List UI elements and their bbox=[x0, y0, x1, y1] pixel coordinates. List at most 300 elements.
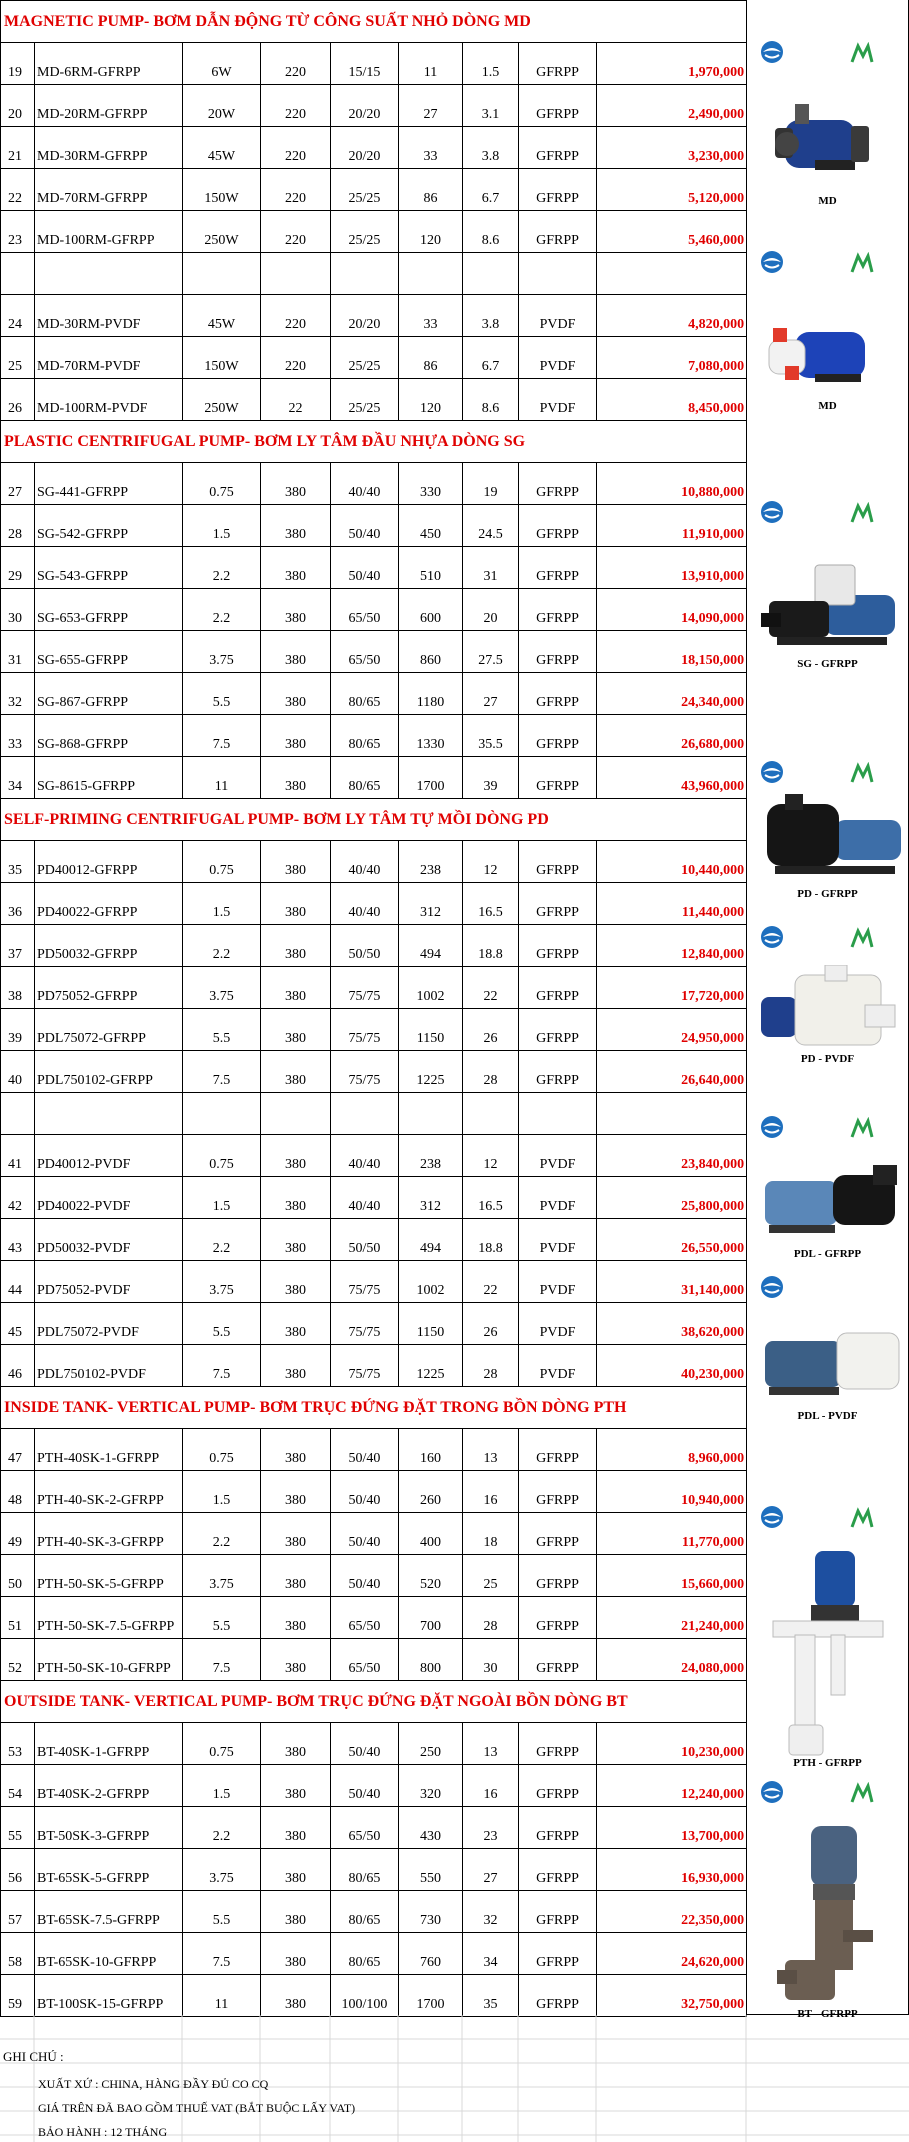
material-cell: GFRPP bbox=[519, 967, 597, 1009]
material-cell: GFRPP bbox=[519, 1051, 597, 1093]
flow-cell bbox=[399, 1093, 463, 1135]
table-row bbox=[1, 211, 747, 253]
price-cell: 7,080,000 bbox=[597, 337, 747, 379]
flow-cell: 550 bbox=[399, 1849, 463, 1891]
power-cell: 5.5 bbox=[183, 1891, 261, 1933]
voltage-cell: 380 bbox=[261, 883, 331, 925]
head-cell: 30 bbox=[463, 1639, 519, 1681]
material-cell: PVDF bbox=[519, 1219, 597, 1261]
flow-cell: 160 bbox=[399, 1429, 463, 1471]
head-cell: 22 bbox=[463, 1261, 519, 1303]
model-cell: PD40012-PVDF bbox=[35, 1135, 183, 1177]
model-cell: PD50032-GFRPP bbox=[35, 925, 183, 967]
maro-logo-icon bbox=[850, 927, 902, 951]
model-cell: MD-30RM-PVDF bbox=[35, 295, 183, 337]
head-cell: 18.8 bbox=[463, 1219, 519, 1261]
price-cell: 8,450,000 bbox=[597, 379, 747, 421]
power-cell: 2.2 bbox=[183, 589, 261, 631]
section-heading: OUTSIDE TANK- VERTICAL PUMP- BƠM TRỤC ĐỨNG ĐẶT NGOÀI BỒN DÒNG BT bbox=[1, 1681, 747, 1723]
price-cell bbox=[597, 1093, 747, 1135]
voltage-cell: 380 bbox=[261, 1807, 331, 1849]
power-cell: 2.2 bbox=[183, 1513, 261, 1555]
section-heading-row bbox=[1, 1681, 747, 1723]
note-vat: GIÁ TRÊN ĐÃ BAO GỒM THUẾ VAT (BẮT BUỘC LẤY VAT) bbox=[38, 2101, 356, 2115]
row-number: 25 bbox=[1, 337, 35, 379]
model-cell: PTH-50-SK-5-GFRPP bbox=[35, 1555, 183, 1597]
head-cell: 26 bbox=[463, 1009, 519, 1051]
port-cell: 20/20 bbox=[331, 295, 399, 337]
flow-cell: 494 bbox=[399, 925, 463, 967]
row-number: 41 bbox=[1, 1135, 35, 1177]
price-cell: 26,640,000 bbox=[597, 1051, 747, 1093]
model-cell: PD75052-GFRPP bbox=[35, 967, 183, 1009]
voltage-cell: 380 bbox=[261, 1597, 331, 1639]
power-cell: 3.75 bbox=[183, 631, 261, 673]
row-number: 34 bbox=[1, 757, 35, 799]
power-cell: 0.75 bbox=[183, 1135, 261, 1177]
product-image bbox=[747, 1505, 908, 1777]
voltage-cell: 220 bbox=[261, 85, 331, 127]
product-image bbox=[747, 1115, 908, 1268]
model-cell: PTH-50-SK-10-GFRPP bbox=[35, 1639, 183, 1681]
power-cell: 11 bbox=[183, 757, 261, 799]
power-cell: 0.75 bbox=[183, 463, 261, 505]
model-cell: SG-655-GFRPP bbox=[35, 631, 183, 673]
price-cell: 2,490,000 bbox=[597, 85, 747, 127]
port-cell: 40/40 bbox=[331, 463, 399, 505]
voltage-cell: 380 bbox=[261, 631, 331, 673]
head-cell bbox=[463, 1093, 519, 1135]
price-cell: 5,460,000 bbox=[597, 211, 747, 253]
tht-logo-icon bbox=[757, 1780, 787, 1814]
price-cell: 12,240,000 bbox=[597, 1765, 747, 1807]
section-heading-row bbox=[1, 799, 747, 841]
row-number: 40 bbox=[1, 1051, 35, 1093]
product-image bbox=[747, 250, 908, 420]
head-cell: 25 bbox=[463, 1555, 519, 1597]
flow-cell: 700 bbox=[399, 1597, 463, 1639]
material-cell: GFRPP bbox=[519, 463, 597, 505]
model-cell bbox=[35, 253, 183, 295]
price-cell: 16,930,000 bbox=[597, 1849, 747, 1891]
flow-cell: 250 bbox=[399, 1723, 463, 1765]
table-row bbox=[1, 631, 747, 673]
flow-cell: 400 bbox=[399, 1513, 463, 1555]
flow-cell: 494 bbox=[399, 1219, 463, 1261]
port-cell: 65/50 bbox=[331, 1807, 399, 1849]
maro-logo-icon bbox=[850, 502, 902, 526]
flow-cell: 520 bbox=[399, 1555, 463, 1597]
notes-title: GHI CHÚ : bbox=[3, 2049, 64, 2064]
pump-illustration bbox=[755, 790, 905, 886]
model-cell: BT-40SK-2-GFRPP bbox=[35, 1765, 183, 1807]
table-row bbox=[1, 1933, 747, 1975]
row-number: 24 bbox=[1, 295, 35, 337]
port-cell: 40/40 bbox=[331, 1177, 399, 1219]
price-cell: 11,440,000 bbox=[597, 883, 747, 925]
table-row bbox=[1, 1555, 747, 1597]
price-cell: 23,840,000 bbox=[597, 1135, 747, 1177]
voltage-cell: 380 bbox=[261, 1429, 331, 1471]
model-cell: PDL75072-GFRPP bbox=[35, 1009, 183, 1051]
head-cell: 27 bbox=[463, 673, 519, 715]
port-cell: 50/50 bbox=[331, 1219, 399, 1261]
port-cell: 50/40 bbox=[331, 1471, 399, 1513]
row-number: 29 bbox=[1, 547, 35, 589]
head-cell: 39 bbox=[463, 757, 519, 799]
flow-cell: 1002 bbox=[399, 967, 463, 1009]
note-origin: XUẤT XỨ : CHINA, HÀNG ĐẦY ĐỦ CO CQ bbox=[38, 2077, 269, 2091]
power-cell: 3.75 bbox=[183, 967, 261, 1009]
voltage-cell: 380 bbox=[261, 1849, 331, 1891]
port-cell: 50/40 bbox=[331, 547, 399, 589]
port-cell: 75/75 bbox=[331, 1009, 399, 1051]
flow-cell: 800 bbox=[399, 1639, 463, 1681]
material-cell: GFRPP bbox=[519, 631, 597, 673]
pump-illustration bbox=[755, 555, 905, 655]
material-cell: GFRPP bbox=[519, 169, 597, 211]
power-cell: 150W bbox=[183, 169, 261, 211]
power-cell: 250W bbox=[183, 211, 261, 253]
flow-cell: 1330 bbox=[399, 715, 463, 757]
model-cell: PTH-50-SK-7.5-GFRPP bbox=[35, 1597, 183, 1639]
table-row bbox=[1, 1765, 747, 1807]
row-number: 20 bbox=[1, 85, 35, 127]
model-cell: MD-70RM-GFRPP bbox=[35, 169, 183, 211]
material-cell: GFRPP bbox=[519, 1555, 597, 1597]
row-number: 38 bbox=[1, 967, 35, 1009]
power-cell: 20W bbox=[183, 85, 261, 127]
flow-cell: 1150 bbox=[399, 1009, 463, 1051]
head-cell: 32 bbox=[463, 1891, 519, 1933]
price-cell: 25,800,000 bbox=[597, 1177, 747, 1219]
tht-logo-icon bbox=[757, 760, 787, 794]
port-cell: 80/65 bbox=[331, 715, 399, 757]
image-caption: BT - GFRPP bbox=[797, 2008, 858, 2020]
image-caption: PDL - PVDF bbox=[797, 1410, 858, 1422]
table-row bbox=[1, 1345, 747, 1387]
row-number: 58 bbox=[1, 1933, 35, 1975]
power-cell: 1.5 bbox=[183, 1765, 261, 1807]
flow-cell: 760 bbox=[399, 1933, 463, 1975]
material-cell: PVDF bbox=[519, 295, 597, 337]
row-number: 43 bbox=[1, 1219, 35, 1261]
port-cell: 50/40 bbox=[331, 1765, 399, 1807]
pump-illustration bbox=[755, 965, 905, 1051]
flow-cell: 238 bbox=[399, 1135, 463, 1177]
power-cell: 0.75 bbox=[183, 1429, 261, 1471]
product-image bbox=[747, 500, 908, 678]
table-row bbox=[1, 1009, 747, 1051]
power-cell: 0.75 bbox=[183, 1723, 261, 1765]
price-cell: 24,080,000 bbox=[597, 1639, 747, 1681]
table-row bbox=[1, 1723, 747, 1765]
head-cell: 13 bbox=[463, 1429, 519, 1471]
table-row bbox=[1, 1303, 747, 1345]
price-cell: 13,910,000 bbox=[597, 547, 747, 589]
port-cell: 65/50 bbox=[331, 1597, 399, 1639]
voltage-cell: 380 bbox=[261, 757, 331, 799]
model-cell: PTH-40SK-1-GFRPP bbox=[35, 1429, 183, 1471]
power-cell: 250W bbox=[183, 379, 261, 421]
power-cell: 3.75 bbox=[183, 1849, 261, 1891]
head-cell: 16.5 bbox=[463, 883, 519, 925]
price-cell: 12,840,000 bbox=[597, 925, 747, 967]
price-cell: 13,700,000 bbox=[597, 1807, 747, 1849]
voltage-cell: 220 bbox=[261, 295, 331, 337]
power-cell: 1.5 bbox=[183, 1471, 261, 1513]
port-cell: 65/50 bbox=[331, 631, 399, 673]
price-cell: 31,140,000 bbox=[597, 1261, 747, 1303]
product-image bbox=[747, 1275, 908, 1430]
price-cell: 26,680,000 bbox=[597, 715, 747, 757]
material-cell bbox=[519, 1093, 597, 1135]
price-cell bbox=[597, 253, 747, 295]
price-cell: 4,820,000 bbox=[597, 295, 747, 337]
image-caption: PTH - GFRPP bbox=[793, 1757, 862, 1769]
row-number: 23 bbox=[1, 211, 35, 253]
product-image bbox=[747, 925, 908, 1073]
flow-cell: 86 bbox=[399, 169, 463, 211]
table-row bbox=[1, 85, 747, 127]
image-caption: PD - GFRPP bbox=[797, 888, 858, 900]
power-cell: 7.5 bbox=[183, 1933, 261, 1975]
section-heading: SELF-PRIMING CENTRIFUGAL PUMP- BƠM LY TÂM TỰ MỒI DÒNG PD bbox=[1, 799, 747, 841]
voltage-cell: 380 bbox=[261, 1051, 331, 1093]
price-cell: 10,880,000 bbox=[597, 463, 747, 505]
model-cell: PDL75072-PVDF bbox=[35, 1303, 183, 1345]
table-row bbox=[1, 1051, 747, 1093]
power-cell: 7.5 bbox=[183, 1345, 261, 1387]
model-cell: SG-542-GFRPP bbox=[35, 505, 183, 547]
port-cell: 20/20 bbox=[331, 127, 399, 169]
material-cell: GFRPP bbox=[519, 127, 597, 169]
port-cell: 65/50 bbox=[331, 1639, 399, 1681]
product-image bbox=[747, 760, 908, 908]
material-cell: GFRPP bbox=[519, 1471, 597, 1513]
head-cell: 35 bbox=[463, 1975, 519, 2017]
row-number: 53 bbox=[1, 1723, 35, 1765]
material-cell: GFRPP bbox=[519, 1639, 597, 1681]
material-cell: GFRPP bbox=[519, 1009, 597, 1051]
head-cell: 3.8 bbox=[463, 295, 519, 337]
table-row bbox=[1, 1639, 747, 1681]
model-cell: MD-6RM-GFRPP bbox=[35, 43, 183, 85]
price-cell: 15,660,000 bbox=[597, 1555, 747, 1597]
maro-logo-icon bbox=[850, 252, 902, 276]
head-cell bbox=[463, 253, 519, 295]
port-cell: 80/65 bbox=[331, 673, 399, 715]
section-heading-row bbox=[1, 1, 747, 43]
port-cell: 40/40 bbox=[331, 841, 399, 883]
table-row bbox=[1, 925, 747, 967]
flow-cell: 33 bbox=[399, 127, 463, 169]
head-cell: 28 bbox=[463, 1345, 519, 1387]
tht-logo-icon bbox=[757, 1275, 787, 1309]
table-row bbox=[1, 1177, 747, 1219]
head-cell: 28 bbox=[463, 1597, 519, 1639]
flow-cell: 312 bbox=[399, 1177, 463, 1219]
model-cell: PD40022-PVDF bbox=[35, 1177, 183, 1219]
material-cell: GFRPP bbox=[519, 1849, 597, 1891]
table-row bbox=[1, 1135, 747, 1177]
power-cell: 1.5 bbox=[183, 505, 261, 547]
power-cell: 7.5 bbox=[183, 715, 261, 757]
voltage-cell: 220 bbox=[261, 337, 331, 379]
port-cell: 40/40 bbox=[331, 1135, 399, 1177]
voltage-cell: 380 bbox=[261, 1639, 331, 1681]
voltage-cell: 380 bbox=[261, 1345, 331, 1387]
power-cell bbox=[183, 1093, 261, 1135]
image-caption: MD bbox=[818, 400, 837, 412]
power-cell: 5.5 bbox=[183, 673, 261, 715]
row-number: 49 bbox=[1, 1513, 35, 1555]
material-cell: PVDF bbox=[519, 1177, 597, 1219]
flow-cell: 330 bbox=[399, 463, 463, 505]
row-number: 26 bbox=[1, 379, 35, 421]
table-row bbox=[1, 757, 747, 799]
row-number: 52 bbox=[1, 1639, 35, 1681]
material-cell: PVDF bbox=[519, 1135, 597, 1177]
price-cell: 5,120,000 bbox=[597, 169, 747, 211]
tht-logo-icon bbox=[757, 925, 787, 959]
port-cell: 15/15 bbox=[331, 43, 399, 85]
voltage-cell: 220 bbox=[261, 211, 331, 253]
price-cell: 8,960,000 bbox=[597, 1429, 747, 1471]
power-cell: 45W bbox=[183, 295, 261, 337]
port-cell: 20/20 bbox=[331, 85, 399, 127]
row-number: 37 bbox=[1, 925, 35, 967]
port-cell: 40/40 bbox=[331, 883, 399, 925]
row-number: 56 bbox=[1, 1849, 35, 1891]
material-cell: GFRPP bbox=[519, 1597, 597, 1639]
table-row bbox=[1, 1807, 747, 1849]
head-cell: 13 bbox=[463, 1723, 519, 1765]
model-cell: PD75052-PVDF bbox=[35, 1261, 183, 1303]
material-cell: GFRPP bbox=[519, 43, 597, 85]
model-cell: SG-8615-GFRPP bbox=[35, 757, 183, 799]
flow-cell: 1700 bbox=[399, 757, 463, 799]
model-cell: SG-543-GFRPP bbox=[35, 547, 183, 589]
voltage-cell: 380 bbox=[261, 1219, 331, 1261]
table-row bbox=[1, 883, 747, 925]
flow-cell: 730 bbox=[399, 1891, 463, 1933]
section-heading: INSIDE TANK- VERTICAL PUMP- BƠM TRỤC ĐỨNG ĐẶT TRONG BỒN DÒNG PTH bbox=[1, 1387, 747, 1429]
material-cell: PVDF bbox=[519, 379, 597, 421]
price-cell: 22,350,000 bbox=[597, 1891, 747, 1933]
material-cell: GFRPP bbox=[519, 1891, 597, 1933]
model-cell bbox=[35, 1093, 183, 1135]
model-cell: PD40022-GFRPP bbox=[35, 883, 183, 925]
power-cell: 6W bbox=[183, 43, 261, 85]
material-cell: GFRPP bbox=[519, 1723, 597, 1765]
model-cell: BT-100SK-15-GFRPP bbox=[35, 1975, 183, 2017]
flow-cell: 1700 bbox=[399, 1975, 463, 2017]
voltage-cell: 380 bbox=[261, 1261, 331, 1303]
model-cell: BT-65SK-7.5-GFRPP bbox=[35, 1891, 183, 1933]
flow-cell: 260 bbox=[399, 1471, 463, 1513]
port-cell: 25/25 bbox=[331, 169, 399, 211]
flow-cell: 238 bbox=[399, 841, 463, 883]
voltage-cell: 380 bbox=[261, 1471, 331, 1513]
price-cell: 24,620,000 bbox=[597, 1933, 747, 1975]
row-number: 33 bbox=[1, 715, 35, 757]
row-number: 59 bbox=[1, 1975, 35, 2017]
price-cell: 14,090,000 bbox=[597, 589, 747, 631]
row-number: 45 bbox=[1, 1303, 35, 1345]
material-cell: GFRPP bbox=[519, 673, 597, 715]
head-cell: 35.5 bbox=[463, 715, 519, 757]
maro-logo-icon bbox=[850, 1507, 902, 1531]
row-number: 57 bbox=[1, 1891, 35, 1933]
row-number: 54 bbox=[1, 1765, 35, 1807]
power-cell: 3.75 bbox=[183, 1261, 261, 1303]
material-cell: GFRPP bbox=[519, 883, 597, 925]
port-cell: 100/100 bbox=[331, 1975, 399, 2017]
table-row bbox=[1, 1429, 747, 1471]
port-cell: 50/40 bbox=[331, 1723, 399, 1765]
maro-logo-icon bbox=[850, 42, 902, 66]
row-number: 19 bbox=[1, 43, 35, 85]
port-cell: 50/40 bbox=[331, 505, 399, 547]
row-number: 55 bbox=[1, 1807, 35, 1849]
table-row bbox=[1, 169, 747, 211]
section-heading-row bbox=[1, 1387, 747, 1429]
power-cell: 45W bbox=[183, 127, 261, 169]
model-cell: BT-65SK-5-GFRPP bbox=[35, 1849, 183, 1891]
power-cell: 0.75 bbox=[183, 841, 261, 883]
head-cell: 20 bbox=[463, 589, 519, 631]
maro-logo-icon bbox=[850, 762, 902, 786]
flow-cell: 510 bbox=[399, 547, 463, 589]
table-row bbox=[1, 463, 747, 505]
price-cell: 11,910,000 bbox=[597, 505, 747, 547]
row-number: 22 bbox=[1, 169, 35, 211]
maro-logo-icon bbox=[850, 1117, 902, 1141]
flow-cell: 430 bbox=[399, 1807, 463, 1849]
voltage-cell: 380 bbox=[261, 967, 331, 1009]
head-cell: 22 bbox=[463, 967, 519, 1009]
flow-cell: 312 bbox=[399, 883, 463, 925]
power-cell: 150W bbox=[183, 337, 261, 379]
flow-cell bbox=[399, 253, 463, 295]
table-row bbox=[1, 841, 747, 883]
model-cell: PDL750102-GFRPP bbox=[35, 1051, 183, 1093]
port-cell: 25/25 bbox=[331, 211, 399, 253]
voltage-cell: 380 bbox=[261, 1135, 331, 1177]
port-cell: 50/40 bbox=[331, 1555, 399, 1597]
tht-logo-icon bbox=[757, 40, 787, 74]
section-heading: MAGNETIC PUMP- BƠM DẪN ĐỘNG TỪ CÔNG SUẤT NHỎ DÒNG MD bbox=[1, 1, 747, 43]
model-cell: MD-100RM-PVDF bbox=[35, 379, 183, 421]
material-cell: PVDF bbox=[519, 1303, 597, 1345]
price-cell: 18,150,000 bbox=[597, 631, 747, 673]
material-cell: GFRPP bbox=[519, 1429, 597, 1471]
model-cell: SG-653-GFRPP bbox=[35, 589, 183, 631]
model-cell: PTH-40-SK-3-GFRPP bbox=[35, 1513, 183, 1555]
table-row bbox=[1, 1975, 747, 2017]
model-cell: BT-40SK-1-GFRPP bbox=[35, 1723, 183, 1765]
table-row bbox=[1, 253, 747, 295]
section-heading-row bbox=[1, 421, 747, 463]
voltage-cell: 380 bbox=[261, 589, 331, 631]
head-cell: 12 bbox=[463, 1135, 519, 1177]
material-cell: GFRPP bbox=[519, 925, 597, 967]
voltage-cell: 380 bbox=[261, 1891, 331, 1933]
pump-illustration bbox=[755, 1820, 905, 2010]
model-cell: SG-867-GFRPP bbox=[35, 673, 183, 715]
head-cell: 23 bbox=[463, 1807, 519, 1849]
